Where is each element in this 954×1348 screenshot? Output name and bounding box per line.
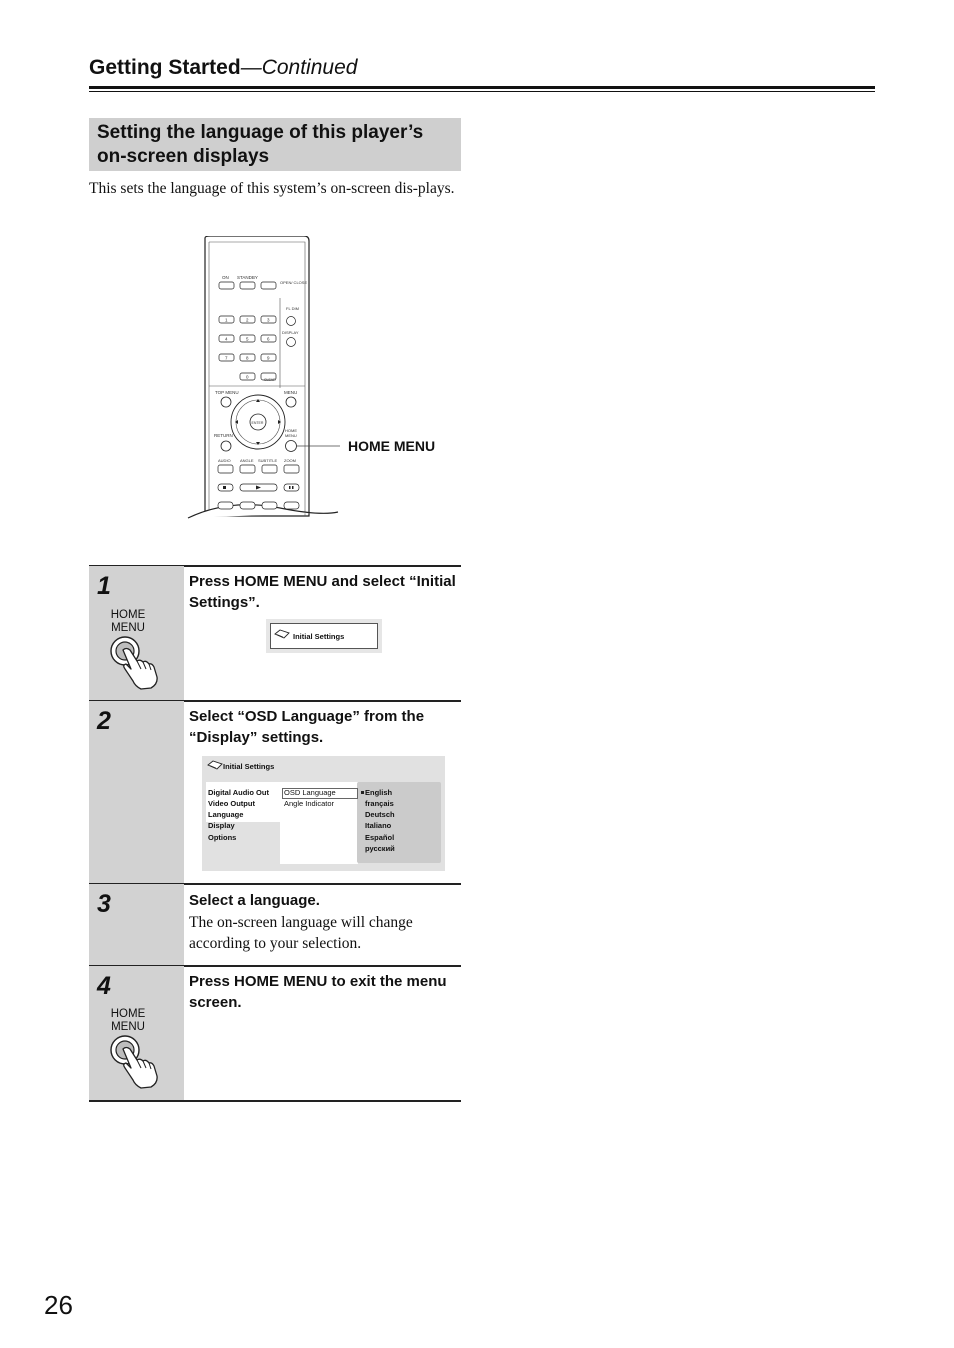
- remote-angle-label: ANGLE: [240, 458, 254, 463]
- screen-title: Initial Settings: [293, 632, 345, 641]
- remote-on-label: ON: [222, 275, 229, 280]
- remote-return-label: RETURN: [214, 433, 233, 438]
- remote-open-button: [261, 282, 276, 289]
- remote-home-menu-button: [286, 441, 297, 452]
- remote-key-label: 5: [246, 336, 249, 342]
- header-rule-thin: [89, 91, 875, 92]
- remote-key-label: 9: [267, 355, 270, 361]
- remote-on-button: [219, 282, 234, 289]
- remote-fl-button: [287, 317, 296, 326]
- category-item: Display: [208, 821, 235, 830]
- selected-language-marker: [361, 791, 364, 794]
- step-heading: Select a language.: [189, 892, 320, 909]
- step-3: [89, 884, 461, 966]
- language-item: English: [365, 788, 393, 797]
- step-number: 3: [97, 890, 111, 918]
- remote-fl-label: FL DIM: [286, 306, 299, 311]
- remote-control-illustration: [180, 236, 340, 521]
- step-number-column: [89, 966, 184, 1101]
- language-item: français: [365, 799, 394, 808]
- home-menu-icon-label: HOME MENU: [110, 609, 146, 634]
- page-number: 26: [44, 1290, 73, 1320]
- remote-open-close-label: OPEN/ CLOSE: [280, 280, 308, 285]
- step-number-column: [89, 884, 184, 966]
- remote-key-label: 4: [225, 336, 228, 342]
- remote-key-label: 6: [267, 336, 270, 342]
- home-menu-callout: HOME MENU: [348, 438, 436, 454]
- remote-audio-label: AUDIO: [218, 458, 231, 463]
- remote-key-label: 7: [225, 355, 228, 361]
- remote-display-label: DISPLAY: [282, 330, 299, 335]
- category-item: Digital Audio Out: [208, 788, 269, 797]
- step-heading: Select “OSD Language” from the “Display” settings.: [189, 708, 425, 746]
- language-item: Italiano: [365, 821, 392, 830]
- home-menu-icon-label: HOME MENU: [110, 1008, 146, 1033]
- settings-item: Angle Indicator: [284, 799, 335, 808]
- remote-standby-label: STANDBY: [237, 275, 258, 280]
- step-number: 4: [97, 972, 111, 1000]
- svg-text:MENU: MENU: [285, 433, 297, 438]
- remote-clear-label: CLEAR: [264, 378, 276, 382]
- step-body: The on-screen language will change according to your selection.: [189, 914, 413, 952]
- category-item: Options: [208, 833, 237, 842]
- remote-zoom-label: ZOOM: [284, 458, 296, 463]
- pressing-finger-icon: [107, 634, 163, 690]
- intro-text: This sets the language of this system’s on-screen dis-plays.: [89, 180, 455, 197]
- remote-display-button: [287, 338, 296, 347]
- remote-key-label: 1: [225, 317, 228, 323]
- step-number-column: [89, 566, 184, 701]
- remote-top-menu-label: TOP MENU: [215, 390, 239, 395]
- category-item: Language: [208, 810, 244, 819]
- disc-icon: [207, 760, 223, 770]
- remote-home-menu-small-label: HOME: [285, 428, 297, 433]
- remote-standby-button: [240, 282, 255, 289]
- remote-return-button: [221, 441, 231, 451]
- remote-menu-label: MENU: [284, 390, 298, 395]
- disc-icon: [274, 629, 290, 639]
- remote-top-menu-button: [221, 397, 231, 407]
- section-title: Setting the language of this player’s on-screen displays: [97, 122, 424, 167]
- step-number: 2: [97, 707, 111, 735]
- step-number-column: [89, 701, 184, 884]
- remote-subtitle-label: SUBTITLE: [258, 458, 278, 463]
- remote-key-label: 0: [246, 374, 249, 380]
- language-item: русский: [365, 844, 395, 853]
- remote-enter-label: ENTER: [251, 421, 264, 425]
- remote-key-label: 2: [246, 317, 249, 323]
- step-heading: Press HOME MENU and select “Initial Settings”.: [189, 573, 456, 611]
- step-heading: Press HOME MENU to exit the menu screen.: [189, 973, 447, 1011]
- header-rule: [89, 86, 875, 89]
- header-continued: —Continued: [240, 56, 358, 79]
- settings-item: OSD Language: [284, 788, 336, 797]
- step-4: [89, 966, 461, 1101]
- page-header: [89, 56, 357, 80]
- remote-key-label: 8: [246, 355, 249, 361]
- remote-key-label: 3: [267, 317, 270, 323]
- initial-settings-screen: [266, 619, 382, 653]
- header-title: Getting Started: [89, 56, 241, 79]
- step-rule: [89, 1100, 461, 1102]
- step-number: 1: [97, 572, 111, 600]
- pressing-finger-icon: [107, 1033, 163, 1089]
- display-settings-screen: [202, 756, 445, 871]
- remote-menu-button: [286, 397, 296, 407]
- screen-title: Initial Settings: [223, 762, 275, 771]
- category-item: Video Output: [208, 799, 255, 808]
- language-item: Deutsch: [365, 810, 395, 819]
- language-item: Español: [365, 833, 395, 842]
